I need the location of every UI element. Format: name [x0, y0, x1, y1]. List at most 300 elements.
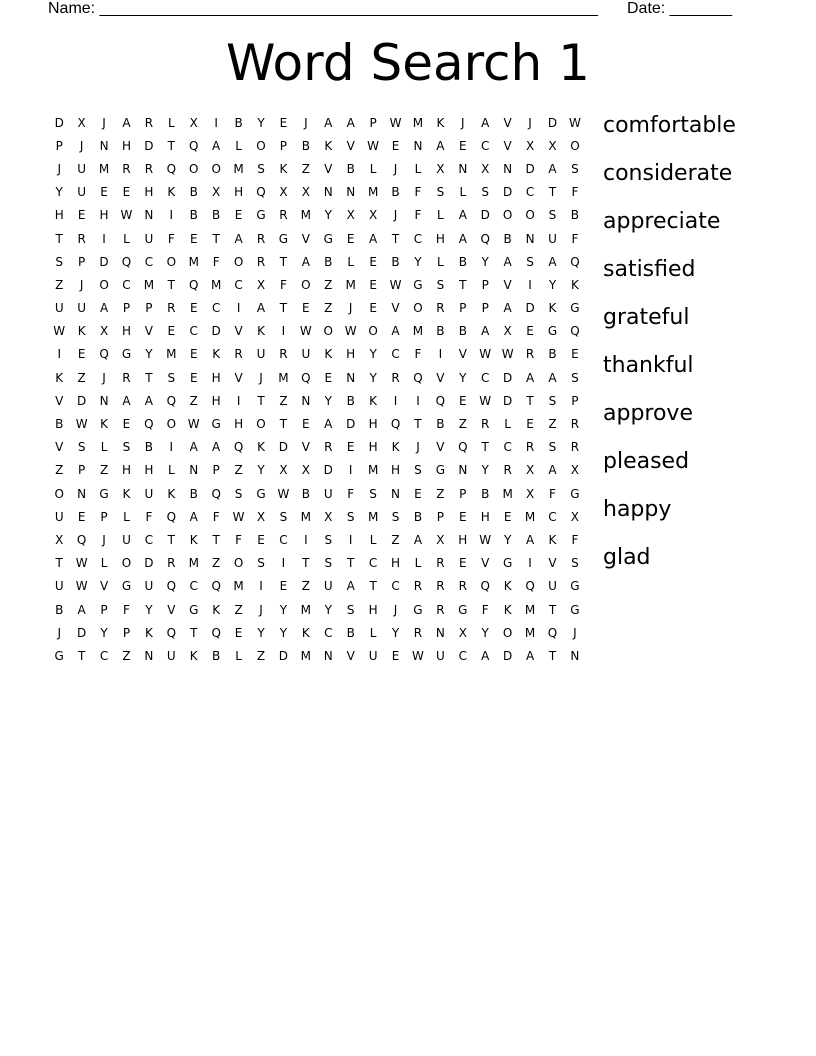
- grid-cell: M: [166, 347, 177, 362]
- grid-cell: G: [413, 277, 423, 292]
- grid-cell: G: [256, 208, 266, 223]
- grid-cell: E: [189, 231, 198, 246]
- grid-cell: Y: [145, 347, 153, 362]
- grid-cell: P: [571, 393, 579, 408]
- grid-cell: W: [187, 417, 200, 432]
- grid-cell: R: [167, 556, 176, 571]
- grid-cell: A: [481, 115, 490, 130]
- grid-cell: E: [234, 625, 243, 640]
- grid-cell: H: [391, 463, 401, 478]
- grid-cell: A: [525, 648, 535, 663]
- grid-cell: A: [144, 393, 153, 408]
- grid-cell: N: [323, 185, 333, 200]
- grid-row: [48, 111, 586, 134]
- grid-cell: B: [234, 115, 243, 130]
- grid-cell: U: [166, 648, 176, 663]
- grid-cell: G: [54, 648, 64, 663]
- grid-cell: L: [437, 254, 444, 269]
- grid-row: [48, 227, 586, 250]
- grid-cell: E: [279, 579, 288, 594]
- grid-cell: K: [144, 625, 153, 640]
- grid-cell: T: [279, 301, 288, 316]
- grid-cell: V: [481, 556, 490, 571]
- grid-cell: E: [346, 231, 355, 246]
- grid-cell: Q: [166, 393, 177, 408]
- grid-cell: Z: [77, 370, 86, 385]
- grid-cell: E: [571, 347, 579, 362]
- grid-cell: A: [122, 393, 131, 408]
- grid-cell: U: [368, 648, 378, 663]
- grid-cell: K: [301, 625, 310, 640]
- grid-cell: N: [458, 161, 468, 176]
- grid-cell: O: [502, 208, 513, 223]
- grid-cell: E: [189, 347, 198, 362]
- grid-cell: N: [435, 625, 445, 640]
- grid-cell: I: [214, 115, 218, 130]
- grid-cell: N: [323, 648, 333, 663]
- grid-cell: I: [57, 347, 61, 362]
- word-list-item: thankful: [603, 353, 694, 378]
- grid-cell: A: [548, 254, 557, 269]
- grid-cell: L: [167, 115, 175, 130]
- grid-cell: G: [413, 602, 423, 617]
- grid-cell: W: [389, 115, 402, 130]
- grid-cell: G: [121, 347, 132, 362]
- grid-cell: G: [278, 231, 289, 246]
- grid-cell: K: [257, 324, 265, 339]
- grid-cell: Z: [212, 556, 221, 571]
- grid-cell: G: [570, 602, 580, 617]
- grid-cell: P: [212, 463, 220, 478]
- grid-cell: N: [99, 393, 109, 408]
- grid-cell: N: [99, 138, 109, 153]
- grid-cell: D: [278, 440, 289, 455]
- grid-cell: S: [436, 277, 445, 292]
- grid-cell: A: [212, 440, 221, 455]
- grid-cell: Z: [234, 602, 243, 617]
- grid-cell: R: [525, 440, 535, 455]
- grid-cell: K: [436, 115, 445, 130]
- grid-cell: E: [122, 185, 131, 200]
- grid-cell: A: [548, 370, 557, 385]
- grid-cell: D: [547, 115, 558, 130]
- grid-cell: A: [212, 138, 221, 153]
- grid-cell: W: [75, 417, 88, 432]
- grid-cell: K: [55, 370, 64, 385]
- grid-cell: S: [167, 370, 176, 385]
- grid-row: [48, 157, 586, 180]
- grid-cell: W: [479, 347, 492, 362]
- grid-cell: B: [55, 417, 64, 432]
- grid-cell: A: [548, 161, 557, 176]
- grid-cell: U: [54, 579, 64, 594]
- grid-cell: H: [211, 393, 221, 408]
- grid-cell: F: [167, 231, 175, 246]
- grid-cell: Q: [480, 231, 490, 246]
- grid-cell: P: [100, 602, 108, 617]
- grid-cell: R: [525, 347, 535, 362]
- grid-cell: Z: [279, 393, 288, 408]
- grid-cell: K: [100, 417, 108, 432]
- grid-cell: B: [503, 231, 512, 246]
- grid-cell: R: [234, 347, 243, 362]
- grid-cell: G: [458, 602, 468, 617]
- grid-cell: T: [302, 556, 310, 571]
- grid-cell: O: [413, 301, 423, 316]
- grid-cell: S: [77, 440, 86, 455]
- grid-cell: Z: [548, 417, 557, 432]
- grid-cell: W: [344, 324, 357, 339]
- grid-cell: I: [281, 556, 286, 571]
- grid-cell: A: [436, 138, 445, 153]
- grid-cell: W: [75, 556, 88, 571]
- grid-cell: V: [167, 602, 176, 617]
- grid-cell: S: [279, 509, 288, 524]
- grid-cell: M: [278, 370, 289, 385]
- grid-cell: Q: [547, 625, 558, 640]
- grid-cell: E: [189, 370, 198, 385]
- grid-cell: L: [437, 208, 444, 223]
- grid-cell: T: [548, 648, 557, 663]
- grid-cell: B: [301, 486, 310, 501]
- grid-cell: A: [189, 440, 198, 455]
- grid-cell: F: [414, 208, 422, 223]
- grid-row: [48, 505, 586, 528]
- grid-cell: S: [548, 440, 557, 455]
- grid-cell: Q: [189, 138, 199, 153]
- grid-cell: N: [346, 370, 356, 385]
- grid-cell: C: [458, 648, 467, 663]
- grid-row: [48, 134, 586, 157]
- grid-cell: Z: [55, 463, 64, 478]
- grid-cell: E: [369, 254, 377, 269]
- grid-cell: A: [77, 602, 86, 617]
- grid-cell: U: [122, 532, 131, 547]
- grid-cell: J: [528, 115, 532, 130]
- grid-cell: C: [144, 532, 154, 547]
- grid-cell: X: [301, 463, 310, 478]
- grid-cell: K: [167, 486, 176, 501]
- grid-cell: X: [369, 208, 378, 223]
- grid-cell: O: [323, 324, 333, 339]
- grid-cell: H: [368, 440, 378, 455]
- grid-cell: P: [122, 625, 131, 640]
- grid-cell: C: [144, 254, 154, 269]
- grid-cell: O: [121, 556, 132, 571]
- grid-cell: Y: [481, 463, 489, 478]
- grid-cell: B: [413, 509, 423, 524]
- grid-cell: P: [78, 254, 86, 269]
- grid-cell: A: [346, 115, 355, 130]
- grid-cell: A: [99, 301, 109, 316]
- grid-cell: M: [188, 254, 199, 269]
- grid-cell: S: [526, 254, 534, 269]
- grid-cell: K: [324, 138, 333, 153]
- grid-cell: W: [412, 648, 424, 663]
- grid-cell: Q: [458, 440, 468, 455]
- grid-cell: A: [122, 115, 131, 130]
- grid-cell: M: [233, 579, 244, 594]
- grid-cell: D: [144, 138, 154, 153]
- grid-cell: D: [503, 185, 513, 200]
- grid-cell: E: [369, 301, 377, 316]
- grid-cell: Z: [391, 532, 400, 547]
- grid-cell: E: [122, 417, 131, 432]
- grid-cell: C: [99, 648, 109, 663]
- grid-cell: A: [548, 463, 557, 478]
- grid-cell: H: [368, 602, 378, 617]
- grid-cell: K: [257, 440, 265, 455]
- grid-cell: D: [346, 417, 356, 432]
- grid-cell: G: [323, 231, 333, 246]
- grid-cell: Y: [459, 370, 467, 385]
- grid-cell: Y: [503, 532, 512, 547]
- grid-cell: R: [77, 231, 86, 246]
- grid-cell: C: [481, 370, 490, 385]
- grid-cell: J: [393, 161, 398, 176]
- grid-cell: S: [55, 254, 64, 269]
- grid-cell: F: [571, 231, 579, 246]
- grid-cell: H: [346, 347, 356, 362]
- grid-cell: M: [502, 486, 513, 501]
- grid-cell: S: [122, 440, 131, 455]
- grid-cell: S: [391, 509, 400, 524]
- grid-cell: B: [324, 254, 333, 269]
- grid-cell: T: [190, 625, 198, 640]
- grid-cell: N: [189, 463, 199, 478]
- grid-cell: T: [369, 579, 377, 594]
- grid-cell: K: [189, 648, 198, 663]
- grid-cell: N: [525, 231, 535, 246]
- word-list-item: considerate: [603, 161, 733, 186]
- grid-cell: Q: [480, 579, 490, 594]
- grid-cell: B: [436, 324, 445, 339]
- grid-cell: R: [391, 370, 400, 385]
- grid-cell: K: [570, 277, 579, 292]
- grid-cell: Q: [525, 579, 535, 594]
- grid-cell: J: [57, 625, 61, 640]
- grid-cell: G: [570, 301, 580, 316]
- grid-row: [48, 621, 586, 644]
- grid-cell: A: [391, 324, 400, 339]
- grid-row: [48, 412, 586, 435]
- grid-cell: L: [167, 463, 175, 478]
- grid-cell: U: [323, 486, 333, 501]
- grid-cell: B: [436, 417, 445, 432]
- grid-cell: H: [144, 185, 154, 200]
- grid-cell: R: [324, 440, 333, 455]
- grid-cell: B: [301, 138, 310, 153]
- grid-row: [48, 598, 586, 621]
- grid-cell: R: [256, 231, 266, 246]
- grid-cell: E: [391, 648, 400, 663]
- grid-cell: E: [189, 301, 198, 316]
- grid-cell: M: [412, 324, 424, 339]
- grid-cell: L: [347, 254, 355, 269]
- grid-cell: N: [458, 463, 468, 478]
- grid-cell: T: [212, 231, 220, 246]
- grid-cell: A: [324, 417, 333, 432]
- grid-cell: V: [391, 301, 400, 316]
- grid-cell: X: [436, 532, 445, 547]
- grid-cell: N: [144, 648, 154, 663]
- grid-cell: R: [279, 208, 288, 223]
- grid-cell: K: [122, 486, 131, 501]
- grid-row: [48, 204, 586, 227]
- grid-cell: W: [299, 324, 312, 339]
- grid-cell: Y: [257, 115, 265, 130]
- grid-cell: I: [393, 393, 398, 408]
- grid-cell: T: [481, 440, 489, 455]
- word-list-item: grateful: [603, 305, 690, 330]
- grid-cell: Y: [145, 602, 153, 617]
- grid-cell: L: [414, 161, 422, 176]
- grid-cell: M: [300, 509, 312, 524]
- grid-row: [48, 181, 586, 204]
- grid-cell: V: [324, 161, 333, 176]
- grid-cell: T: [548, 185, 557, 200]
- grid-cell: Y: [55, 185, 63, 200]
- grid-cell: R: [279, 347, 288, 362]
- grid-cell: Q: [189, 277, 199, 292]
- grid-cell: R: [570, 417, 580, 432]
- grid-cell: K: [167, 185, 176, 200]
- grid-cell: F: [347, 486, 355, 501]
- grid-cell: I: [304, 532, 308, 547]
- grid-cell: H: [480, 509, 490, 524]
- grid-cell: Z: [256, 648, 266, 663]
- grid-cell: P: [369, 115, 377, 130]
- grid-cell: X: [279, 185, 288, 200]
- grid-cell: J: [79, 277, 84, 292]
- grid-cell: Y: [391, 625, 400, 640]
- grid-cell: A: [481, 324, 490, 339]
- grid-cell: J: [259, 602, 263, 617]
- grid-cell: R: [256, 254, 266, 269]
- grid-cell: T: [459, 277, 467, 292]
- grid-cell: T: [548, 602, 557, 617]
- grid-cell: W: [479, 393, 492, 408]
- grid-row: [48, 297, 586, 320]
- grid-cell: L: [123, 231, 130, 246]
- grid-cell: M: [143, 277, 155, 292]
- grid-cell: J: [102, 370, 106, 385]
- grid-cell: A: [301, 254, 310, 269]
- grid-cell: W: [568, 115, 581, 130]
- grid-cell: A: [525, 370, 535, 385]
- grid-cell: T: [167, 277, 175, 292]
- grid-cell: D: [77, 393, 87, 408]
- grid-cell: Q: [435, 393, 446, 408]
- grid-cell: C: [368, 556, 378, 571]
- grid-cell: Z: [55, 277, 64, 292]
- grid-cell: O: [256, 138, 266, 153]
- letter-grid: [48, 111, 586, 668]
- grid-cell: N: [77, 486, 87, 501]
- grid-cell: F: [212, 254, 220, 269]
- grid-cell: R: [436, 301, 445, 316]
- grid-cell: B: [189, 208, 198, 223]
- grid-cell: T: [414, 417, 422, 432]
- grid-cell: S: [234, 486, 243, 501]
- grid-cell: G: [570, 579, 580, 594]
- grid-cell: S: [257, 556, 265, 571]
- grid-cell: Q: [211, 579, 221, 594]
- grid-cell: M: [367, 185, 379, 200]
- grid-cell: B: [212, 648, 221, 663]
- grid-cell: T: [526, 393, 534, 408]
- grid-cell: D: [480, 208, 490, 223]
- grid-cell: X: [503, 324, 512, 339]
- grid-row: [48, 552, 586, 575]
- grid-cell: E: [503, 509, 512, 524]
- grid-cell: V: [144, 324, 153, 339]
- grid-cell: F: [481, 602, 489, 617]
- grid-cell: Z: [189, 393, 198, 408]
- grid-cell: M: [412, 115, 424, 130]
- grid-cell: F: [571, 185, 579, 200]
- grid-cell: S: [369, 486, 377, 501]
- grid-cell: U: [144, 231, 154, 246]
- grid-cell: W: [501, 347, 514, 362]
- grid-cell: Q: [390, 417, 401, 432]
- grid-cell: V: [301, 440, 310, 455]
- grid-cell: R: [436, 556, 445, 571]
- grid-cell: Y: [324, 208, 332, 223]
- grid-cell: J: [416, 440, 420, 455]
- grid-cell: C: [279, 532, 288, 547]
- grid-cell: S: [257, 161, 265, 176]
- grid-cell: V: [503, 277, 512, 292]
- grid-cell: C: [189, 579, 198, 594]
- word-list-item: approve: [603, 401, 693, 426]
- grid-cell: Y: [369, 347, 377, 362]
- grid-cell: V: [301, 231, 310, 246]
- grid-cell: I: [528, 277, 532, 292]
- grid-cell: S: [571, 161, 579, 176]
- grid-cell: B: [391, 185, 400, 200]
- worksheet-header: [48, 0, 748, 22]
- grid-cell: T: [279, 417, 288, 432]
- grid-cell: J: [102, 115, 106, 130]
- grid-cell: V: [503, 115, 512, 130]
- grid-cell: F: [235, 532, 243, 547]
- word-list-item: comfortable: [603, 113, 736, 138]
- grid-cell: H: [368, 417, 378, 432]
- grid-cell: W: [479, 532, 492, 547]
- grid-cell: T: [391, 231, 400, 246]
- grid-row: [48, 436, 586, 459]
- grid-cell: S: [548, 393, 557, 408]
- grid-cell: I: [236, 393, 241, 408]
- grid-cell: Q: [570, 324, 580, 339]
- grid-cell: F: [414, 185, 422, 200]
- grid-cell: U: [54, 301, 64, 316]
- grid-cell: C: [391, 347, 400, 362]
- grid-cell: G: [547, 324, 558, 339]
- grid-cell: B: [346, 393, 355, 408]
- grid-cell: L: [414, 556, 422, 571]
- grid-cell: W: [53, 324, 66, 339]
- grid-cell: N: [346, 185, 356, 200]
- grid-cell: Z: [301, 579, 310, 594]
- grid-cell: Y: [481, 254, 489, 269]
- grid-cell: L: [100, 440, 108, 455]
- grid-cell: I: [416, 393, 420, 408]
- grid-cell: A: [525, 532, 535, 547]
- grid-cell: B: [212, 208, 221, 223]
- grid-cell: R: [481, 417, 490, 432]
